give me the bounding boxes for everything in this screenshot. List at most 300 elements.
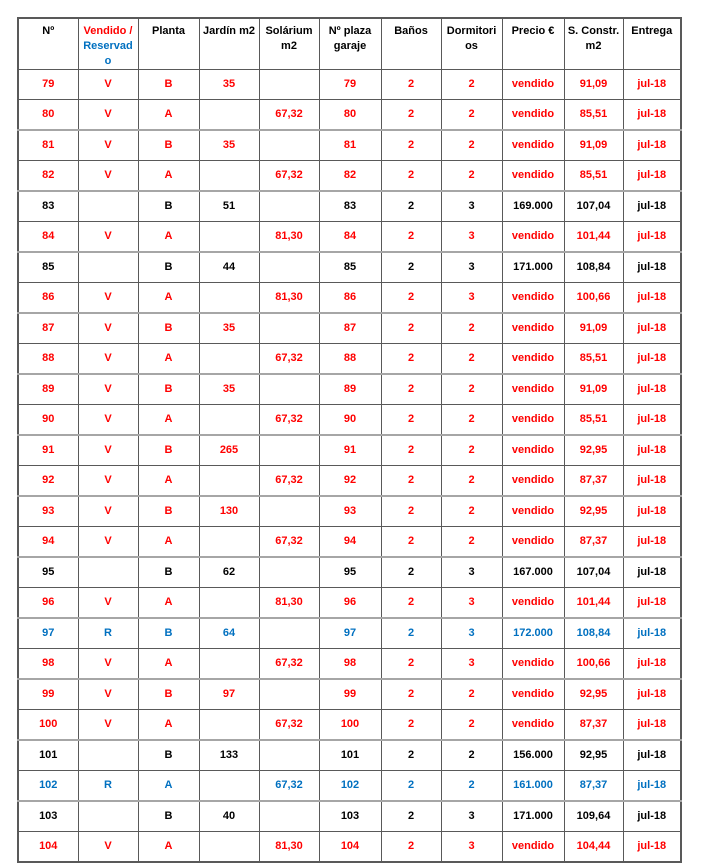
cell-superficie-construida: 87,37 bbox=[564, 526, 623, 557]
table-row bbox=[18, 709, 681, 740]
cell-planta: A bbox=[138, 526, 199, 557]
cell-dormitorios: 3 bbox=[441, 557, 502, 588]
cell-plaza-garaje: 84 bbox=[319, 221, 381, 252]
cell-num: 102 bbox=[18, 770, 78, 801]
cell-planta: A bbox=[138, 831, 199, 862]
cell-superficie-construida: 92,95 bbox=[564, 679, 623, 710]
col-header-banos: Baños bbox=[381, 18, 441, 69]
col-header-dormitorios: Dormitorios bbox=[441, 18, 502, 69]
cell-jardin bbox=[199, 587, 259, 618]
cell-superficie-construida: 85,51 bbox=[564, 99, 623, 130]
cell-superficie-construida: 87,37 bbox=[564, 709, 623, 740]
cell-entrega: jul-18 bbox=[623, 191, 681, 222]
cell-solarium: 81,30 bbox=[259, 831, 319, 862]
cell-status: V bbox=[78, 496, 138, 527]
cell-status: V bbox=[78, 343, 138, 374]
cell-plaza-garaje: 85 bbox=[319, 252, 381, 283]
cell-superficie-construida: 107,04 bbox=[564, 191, 623, 222]
table-row bbox=[18, 69, 681, 99]
cell-banos: 2 bbox=[381, 343, 441, 374]
cell-plaza-garaje: 101 bbox=[319, 740, 381, 771]
cell-plaza-garaje: 95 bbox=[319, 557, 381, 588]
cell-superficie-construida: 92,95 bbox=[564, 435, 623, 466]
cell-jardin bbox=[199, 99, 259, 130]
cell-banos: 2 bbox=[381, 435, 441, 466]
cell-solarium: 67,32 bbox=[259, 160, 319, 191]
cell-banos: 2 bbox=[381, 404, 441, 435]
cell-status: R bbox=[78, 770, 138, 801]
cell-num: 101 bbox=[18, 740, 78, 771]
cell-banos: 2 bbox=[381, 648, 441, 679]
col-header-entrega: Entrega bbox=[623, 18, 681, 69]
table-row bbox=[18, 404, 681, 435]
cell-jardin bbox=[199, 282, 259, 313]
cell-banos: 2 bbox=[381, 69, 441, 99]
cell-precio: vendido bbox=[502, 282, 564, 313]
cell-entrega: jul-18 bbox=[623, 496, 681, 527]
cell-banos: 2 bbox=[381, 374, 441, 405]
cell-solarium bbox=[259, 313, 319, 344]
cell-num: 94 bbox=[18, 526, 78, 557]
cell-solarium: 81,30 bbox=[259, 282, 319, 313]
cell-banos: 2 bbox=[381, 313, 441, 344]
cell-planta: B bbox=[138, 801, 199, 832]
cell-solarium bbox=[259, 740, 319, 771]
cell-solarium bbox=[259, 69, 319, 99]
cell-entrega: jul-18 bbox=[623, 831, 681, 862]
cell-planta: A bbox=[138, 648, 199, 679]
cell-jardin bbox=[199, 221, 259, 252]
table-row bbox=[18, 374, 681, 405]
cell-superficie-construida: 92,95 bbox=[564, 740, 623, 771]
cell-jardin bbox=[199, 404, 259, 435]
cell-jardin bbox=[199, 160, 259, 191]
cell-dormitorios: 3 bbox=[441, 587, 502, 618]
cell-planta: B bbox=[138, 618, 199, 649]
cell-precio: vendido bbox=[502, 831, 564, 862]
col-header-jardin: Jardín m2 bbox=[199, 18, 259, 69]
col-header-status bbox=[78, 18, 138, 69]
cell-dormitorios: 2 bbox=[441, 343, 502, 374]
cell-plaza-garaje: 93 bbox=[319, 496, 381, 527]
cell-dormitorios: 2 bbox=[441, 679, 502, 710]
cell-banos: 2 bbox=[381, 465, 441, 496]
cell-solarium: 67,32 bbox=[259, 404, 319, 435]
table-row bbox=[18, 99, 681, 130]
cell-planta: B bbox=[138, 740, 199, 771]
cell-planta: A bbox=[138, 221, 199, 252]
cell-jardin bbox=[199, 343, 259, 374]
cell-entrega: jul-18 bbox=[623, 252, 681, 283]
table-row bbox=[18, 618, 681, 649]
cell-status: V bbox=[78, 160, 138, 191]
cell-superficie-construida: 108,84 bbox=[564, 618, 623, 649]
cell-planta: B bbox=[138, 435, 199, 466]
cell-precio: vendido bbox=[502, 679, 564, 710]
cell-solarium bbox=[259, 557, 319, 588]
table-row bbox=[18, 526, 681, 557]
cell-status: R bbox=[78, 618, 138, 649]
cell-plaza-garaje: 87 bbox=[319, 313, 381, 344]
cell-dormitorios: 2 bbox=[441, 740, 502, 771]
cell-planta: B bbox=[138, 496, 199, 527]
cell-planta: A bbox=[138, 282, 199, 313]
cell-precio: vendido bbox=[502, 404, 564, 435]
col-header-planta: Planta bbox=[138, 18, 199, 69]
cell-plaza-garaje: 99 bbox=[319, 679, 381, 710]
table-row bbox=[18, 282, 681, 313]
table-row bbox=[18, 191, 681, 222]
cell-planta: B bbox=[138, 252, 199, 283]
table-row bbox=[18, 465, 681, 496]
header-row bbox=[18, 18, 681, 69]
cell-entrega: jul-18 bbox=[623, 160, 681, 191]
cell-dormitorios: 3 bbox=[441, 801, 502, 832]
cell-jardin: 35 bbox=[199, 374, 259, 405]
cell-solarium: 67,32 bbox=[259, 99, 319, 130]
cell-status: V bbox=[78, 313, 138, 344]
col-header-status-reservado: Reservado bbox=[83, 39, 133, 67]
cell-precio: 161.000 bbox=[502, 770, 564, 801]
table-row bbox=[18, 740, 681, 771]
table-row bbox=[18, 831, 681, 862]
cell-jardin bbox=[199, 465, 259, 496]
cell-plaza-garaje: 80 bbox=[319, 99, 381, 130]
cell-superficie-construida: 107,04 bbox=[564, 557, 623, 588]
cell-superficie-construida: 108,84 bbox=[564, 252, 623, 283]
cell-num: 104 bbox=[18, 831, 78, 862]
cell-plaza-garaje: 91 bbox=[319, 435, 381, 466]
cell-planta: A bbox=[138, 465, 199, 496]
cell-solarium: 81,30 bbox=[259, 587, 319, 618]
cell-entrega: jul-18 bbox=[623, 404, 681, 435]
cell-dormitorios: 2 bbox=[441, 160, 502, 191]
cell-num: 88 bbox=[18, 343, 78, 374]
cell-entrega: jul-18 bbox=[623, 282, 681, 313]
cell-dormitorios: 2 bbox=[441, 526, 502, 557]
cell-num: 85 bbox=[18, 252, 78, 283]
cell-status: V bbox=[78, 587, 138, 618]
cell-planta: B bbox=[138, 191, 199, 222]
cell-entrega: jul-18 bbox=[623, 343, 681, 374]
cell-plaza-garaje: 104 bbox=[319, 831, 381, 862]
cell-banos: 2 bbox=[381, 801, 441, 832]
cell-planta: A bbox=[138, 99, 199, 130]
cell-plaza-garaje: 86 bbox=[319, 282, 381, 313]
cell-precio: vendido bbox=[502, 221, 564, 252]
cell-planta: A bbox=[138, 587, 199, 618]
cell-precio: 167.000 bbox=[502, 557, 564, 588]
cell-banos: 2 bbox=[381, 191, 441, 222]
cell-planta: A bbox=[138, 770, 199, 801]
cell-banos: 2 bbox=[381, 557, 441, 588]
cell-jardin bbox=[199, 648, 259, 679]
cell-plaza-garaje: 82 bbox=[319, 160, 381, 191]
cell-status: V bbox=[78, 404, 138, 435]
cell-status: V bbox=[78, 831, 138, 862]
cell-planta: B bbox=[138, 130, 199, 161]
cell-num: 93 bbox=[18, 496, 78, 527]
cell-superficie-construida: 85,51 bbox=[564, 160, 623, 191]
cell-plaza-garaje: 102 bbox=[319, 770, 381, 801]
cell-status: V bbox=[78, 282, 138, 313]
cell-superficie-construida: 100,66 bbox=[564, 648, 623, 679]
cell-dormitorios: 3 bbox=[441, 191, 502, 222]
cell-num: 83 bbox=[18, 191, 78, 222]
cell-entrega: jul-18 bbox=[623, 435, 681, 466]
cell-planta: A bbox=[138, 709, 199, 740]
cell-plaza-garaje: 103 bbox=[319, 801, 381, 832]
cell-entrega: jul-18 bbox=[623, 709, 681, 740]
cell-planta: A bbox=[138, 160, 199, 191]
cell-entrega: jul-18 bbox=[623, 587, 681, 618]
cell-num: 90 bbox=[18, 404, 78, 435]
cell-banos: 2 bbox=[381, 526, 441, 557]
table-row bbox=[18, 435, 681, 466]
cell-precio: 156.000 bbox=[502, 740, 564, 771]
cell-status: V bbox=[78, 374, 138, 405]
cell-entrega: jul-18 bbox=[623, 130, 681, 161]
cell-entrega: jul-18 bbox=[623, 465, 681, 496]
cell-jardin bbox=[199, 526, 259, 557]
cell-dormitorios: 3 bbox=[441, 648, 502, 679]
table-row bbox=[18, 496, 681, 527]
cell-entrega: jul-18 bbox=[623, 313, 681, 344]
cell-plaza-garaje: 83 bbox=[319, 191, 381, 222]
cell-superficie-construida: 85,51 bbox=[564, 343, 623, 374]
col-header-num: Nº bbox=[18, 18, 78, 69]
cell-num: 92 bbox=[18, 465, 78, 496]
cell-jardin: 35 bbox=[199, 69, 259, 99]
cell-precio: vendido bbox=[502, 435, 564, 466]
cell-jardin bbox=[199, 709, 259, 740]
table-row bbox=[18, 252, 681, 283]
cell-precio: 169.000 bbox=[502, 191, 564, 222]
cell-entrega: jul-18 bbox=[623, 740, 681, 771]
table-row bbox=[18, 313, 681, 344]
cell-entrega: jul-18 bbox=[623, 801, 681, 832]
cell-entrega: jul-18 bbox=[623, 99, 681, 130]
cell-dormitorios: 2 bbox=[441, 404, 502, 435]
table-row bbox=[18, 587, 681, 618]
table-row bbox=[18, 679, 681, 710]
cell-solarium bbox=[259, 618, 319, 649]
cell-solarium: 67,32 bbox=[259, 648, 319, 679]
cell-banos: 2 bbox=[381, 221, 441, 252]
cell-jardin: 51 bbox=[199, 191, 259, 222]
cell-banos: 2 bbox=[381, 252, 441, 283]
cell-banos: 2 bbox=[381, 679, 441, 710]
cell-superficie-construida: 100,66 bbox=[564, 282, 623, 313]
cell-precio: vendido bbox=[502, 343, 564, 374]
table-row bbox=[18, 221, 681, 252]
cell-superficie-construida: 91,09 bbox=[564, 374, 623, 405]
cell-dormitorios: 2 bbox=[441, 496, 502, 527]
cell-plaza-garaje: 96 bbox=[319, 587, 381, 618]
cell-dormitorios: 2 bbox=[441, 770, 502, 801]
cell-banos: 2 bbox=[381, 282, 441, 313]
cell-entrega: jul-18 bbox=[623, 526, 681, 557]
cell-num: 86 bbox=[18, 282, 78, 313]
cell-precio: 171.000 bbox=[502, 801, 564, 832]
cell-superficie-construida: 91,09 bbox=[564, 313, 623, 344]
cell-jardin bbox=[199, 831, 259, 862]
cell-num: 103 bbox=[18, 801, 78, 832]
cell-status: V bbox=[78, 69, 138, 99]
cell-precio: vendido bbox=[502, 130, 564, 161]
cell-planta: B bbox=[138, 313, 199, 344]
cell-num: 79 bbox=[18, 69, 78, 99]
cell-dormitorios: 3 bbox=[441, 618, 502, 649]
cell-jardin: 62 bbox=[199, 557, 259, 588]
cell-plaza-garaje: 89 bbox=[319, 374, 381, 405]
cell-entrega: jul-18 bbox=[623, 770, 681, 801]
cell-jardin: 40 bbox=[199, 801, 259, 832]
cell-status: V bbox=[78, 221, 138, 252]
cell-superficie-construida: 85,51 bbox=[564, 404, 623, 435]
cell-precio: vendido bbox=[502, 496, 564, 527]
cell-dormitorios: 2 bbox=[441, 709, 502, 740]
cell-precio: vendido bbox=[502, 465, 564, 496]
cell-dormitorios: 2 bbox=[441, 313, 502, 344]
cell-num: 91 bbox=[18, 435, 78, 466]
cell-status bbox=[78, 191, 138, 222]
cell-status bbox=[78, 801, 138, 832]
col-header-solarium: Solárium m2 bbox=[259, 18, 319, 69]
cell-status: V bbox=[78, 526, 138, 557]
cell-solarium bbox=[259, 496, 319, 527]
cell-num: 89 bbox=[18, 374, 78, 405]
cell-solarium: 81,30 bbox=[259, 221, 319, 252]
apartments-price-table bbox=[17, 17, 682, 863]
cell-solarium bbox=[259, 374, 319, 405]
cell-plaza-garaje: 94 bbox=[319, 526, 381, 557]
col-header-superficie-construida: S. Constr. m2 bbox=[564, 18, 623, 69]
cell-jardin bbox=[199, 770, 259, 801]
cell-precio: vendido bbox=[502, 709, 564, 740]
cell-dormitorios: 2 bbox=[441, 465, 502, 496]
cell-precio: 171.000 bbox=[502, 252, 564, 283]
table-row bbox=[18, 648, 681, 679]
cell-plaza-garaje: 97 bbox=[319, 618, 381, 649]
cell-status: V bbox=[78, 648, 138, 679]
cell-status bbox=[78, 252, 138, 283]
cell-status: V bbox=[78, 709, 138, 740]
cell-banos: 2 bbox=[381, 740, 441, 771]
cell-solarium: 67,32 bbox=[259, 526, 319, 557]
cell-jardin: 35 bbox=[199, 130, 259, 161]
cell-plaza-garaje: 98 bbox=[319, 648, 381, 679]
cell-solarium: 67,32 bbox=[259, 770, 319, 801]
table-body bbox=[18, 69, 681, 862]
cell-superficie-construida: 101,44 bbox=[564, 221, 623, 252]
cell-dormitorios: 2 bbox=[441, 374, 502, 405]
cell-precio: vendido bbox=[502, 587, 564, 618]
cell-num: 84 bbox=[18, 221, 78, 252]
table-row bbox=[18, 801, 681, 832]
table-row bbox=[18, 557, 681, 588]
cell-planta: B bbox=[138, 374, 199, 405]
cell-banos: 2 bbox=[381, 587, 441, 618]
cell-precio: vendido bbox=[502, 313, 564, 344]
cell-plaza-garaje: 88 bbox=[319, 343, 381, 374]
cell-jardin: 133 bbox=[199, 740, 259, 771]
cell-jardin: 44 bbox=[199, 252, 259, 283]
cell-num: 81 bbox=[18, 130, 78, 161]
cell-solarium bbox=[259, 130, 319, 161]
cell-entrega: jul-18 bbox=[623, 618, 681, 649]
cell-banos: 2 bbox=[381, 770, 441, 801]
cell-dormitorios: 2 bbox=[441, 130, 502, 161]
table-row bbox=[18, 343, 681, 374]
col-header-status-vendido: Vendido / bbox=[83, 25, 133, 37]
cell-plaza-garaje: 81 bbox=[319, 130, 381, 161]
cell-status: V bbox=[78, 679, 138, 710]
cell-precio: 172.000 bbox=[502, 618, 564, 649]
cell-entrega: jul-18 bbox=[623, 557, 681, 588]
cell-superficie-construida: 92,95 bbox=[564, 496, 623, 527]
cell-num: 87 bbox=[18, 313, 78, 344]
cell-plaza-garaje: 79 bbox=[319, 69, 381, 99]
cell-jardin: 130 bbox=[199, 496, 259, 527]
cell-solarium bbox=[259, 435, 319, 466]
cell-solarium: 67,32 bbox=[259, 709, 319, 740]
cell-status bbox=[78, 557, 138, 588]
cell-superficie-construida: 91,09 bbox=[564, 130, 623, 161]
cell-num: 82 bbox=[18, 160, 78, 191]
cell-dormitorios: 2 bbox=[441, 69, 502, 99]
cell-num: 97 bbox=[18, 618, 78, 649]
cell-entrega: jul-18 bbox=[623, 648, 681, 679]
cell-precio: vendido bbox=[502, 526, 564, 557]
table-row bbox=[18, 770, 681, 801]
cell-solarium bbox=[259, 801, 319, 832]
cell-banos: 2 bbox=[381, 618, 441, 649]
cell-dormitorios: 3 bbox=[441, 221, 502, 252]
cell-superficie-construida: 109,64 bbox=[564, 801, 623, 832]
cell-plaza-garaje: 92 bbox=[319, 465, 381, 496]
cell-entrega: jul-18 bbox=[623, 679, 681, 710]
cell-banos: 2 bbox=[381, 831, 441, 862]
cell-solarium bbox=[259, 252, 319, 283]
cell-banos: 2 bbox=[381, 99, 441, 130]
cell-dormitorios: 2 bbox=[441, 435, 502, 466]
cell-num: 99 bbox=[18, 679, 78, 710]
cell-solarium: 67,32 bbox=[259, 465, 319, 496]
cell-banos: 2 bbox=[381, 709, 441, 740]
cell-dormitorios: 3 bbox=[441, 831, 502, 862]
cell-superficie-construida: 104,44 bbox=[564, 831, 623, 862]
cell-superficie-construida: 101,44 bbox=[564, 587, 623, 618]
cell-dormitorios: 2 bbox=[441, 99, 502, 130]
cell-precio: vendido bbox=[502, 160, 564, 191]
cell-superficie-construida: 91,09 bbox=[564, 69, 623, 99]
cell-num: 98 bbox=[18, 648, 78, 679]
cell-planta: A bbox=[138, 343, 199, 374]
cell-superficie-construida: 87,37 bbox=[564, 465, 623, 496]
cell-plaza-garaje: 90 bbox=[319, 404, 381, 435]
cell-status: V bbox=[78, 435, 138, 466]
cell-precio: vendido bbox=[502, 374, 564, 405]
cell-jardin: 265 bbox=[199, 435, 259, 466]
cell-solarium: 67,32 bbox=[259, 343, 319, 374]
cell-planta: B bbox=[138, 69, 199, 99]
cell-planta: A bbox=[138, 404, 199, 435]
table-row bbox=[18, 160, 681, 191]
cell-jardin: 64 bbox=[199, 618, 259, 649]
cell-precio: vendido bbox=[502, 648, 564, 679]
cell-entrega: jul-18 bbox=[623, 69, 681, 99]
